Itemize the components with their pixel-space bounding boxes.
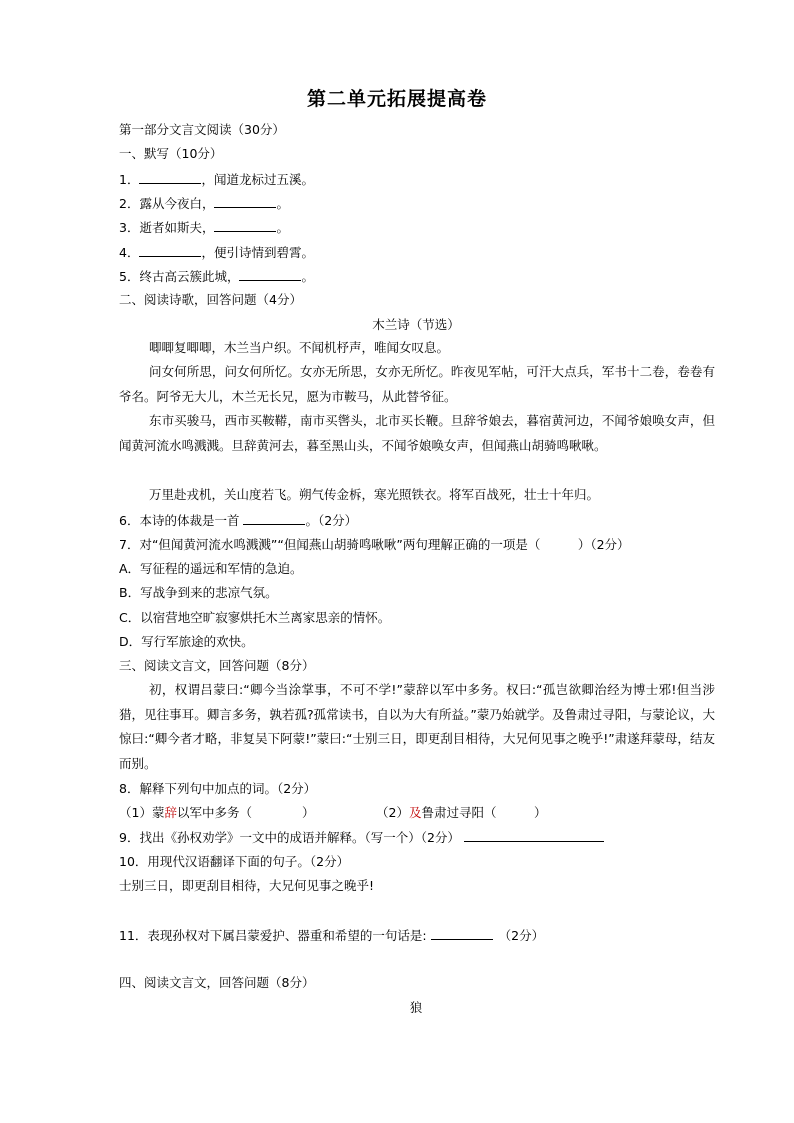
part-heading: 第一部分文言文阅读（30分） [119,122,285,137]
question-8-1-rest: 以军中多务（ ） [176,805,315,820]
question-8: 8．解释下列句中加点的词。（2分） [119,781,317,796]
answer-blank-3[interactable] [214,219,276,232]
question-1 [119,171,314,188]
question-11-end: （2分） [498,928,545,943]
question-8-2-rest: 鲁肃过寻阳（ ） [421,805,547,820]
question-11-text: 11．表现孙权对下属吕蒙爱护、器重和希望的一句话是: [119,928,427,943]
passage-sun-quan: 初，权谓吕蒙曰:“卿今当涂掌事，不可不学!”蒙辞以军中多务。权曰:“孤岂欲卿治经为博士邪!但当涉猎，见往事耳。卿言多务，孰若孤?孤常读书，自以为大有所益。”蒙乃始就学。及鲁肃过寻阳，与蒙论议，大惊曰:“卿今者才略，非复吴下阿蒙!”蒙曰:“士别三日，即更刮目相待，大兄何见事之晚乎!”肃遂拜蒙母，结友而别。 [119,682,715,771]
question-1-number: 1． [119,172,140,187]
option-d[interactable]: D．写行军旅途的欢快。 [119,634,254,649]
question-2 [119,195,289,212]
option-b[interactable]: B．写战争到来的悲凉气氛。 [119,585,278,600]
poem-stanza-3: 东市买骏马，西市买鞍鞯，南市买辔头，北市买长鞭。旦辞爷娘去，暮宿黄河边，不闻爷娘唤女声，但闻黄河流水鸣溅溅。旦辞黄河去，暮至黑山头，不闻爷娘唤女声，但闻燕山胡骑鸣啾啾。 [119,413,715,453]
question-8-1-text: （1）蒙 [119,805,165,820]
question-6-text: 6．本诗的体裁是一首 [119,513,240,528]
poem-stanza-2: 问女何所思，问女何所忆。女亦无所思，女亦无所忆。昨夜见军帖，可汗大点兵，军书十二卷，卷卷有爷名。阿爷无大儿，木兰无长兄，愿为市鞍马，从此替爷征。 [119,364,715,404]
option-c[interactable]: C．以宿营地空旷寂寥烘托木兰离家思亲的情怀。 [119,610,391,625]
dotted-word-1: 辞 [164,805,177,820]
poem-stanza-1: 唧唧复唧唧，木兰当户织。不闻机杼声，唯闻女叹息。 [149,340,450,355]
question-10: 10．用现代汉语翻译下面的句子。（2分） [119,854,350,869]
question-8-2 [376,805,546,821]
option-a[interactable]: A．写征程的遥远和军情的急迫。 [119,561,303,576]
answer-blank-2[interactable] [214,195,276,208]
question-4 [119,244,314,261]
question-11 [119,927,544,944]
question-6 [119,512,357,529]
question-9 [119,829,604,846]
question-7: 7．对“但闻黄河流水鸣溅溅”“但闻燕山胡骑鸣啾啾”两句理解正确的一项是（ ）（2分） [119,537,630,552]
question-4-number: 4． [119,245,140,260]
question-1-text: ，闻道龙标过五溪。 [201,172,314,187]
question-5 [119,268,314,285]
answer-blank-11[interactable] [431,927,493,940]
section-heading-3: 三、阅读文言文，回答问题（8分） [119,658,315,673]
page-title: 第二单元拓展提高卷 [306,88,487,110]
question-9-text: 9．找出《孙权劝学》一文中的成语并解释。（写一个）（2分） [119,830,460,845]
section-heading-1: 一、默写（10分） [119,146,223,161]
question-8-2-text: （2） [376,805,409,820]
section-heading-4: 四、阅读文言文，回答问题（8分） [119,975,315,990]
question-5-end: 。 [301,269,314,284]
question-8-1 [119,805,314,821]
dotted-word-2: 及 [408,805,422,820]
question-2-text: 2．露从今夜白， [119,196,215,211]
question-10-sentence: 士别三日，即更刮目相待，大兄何见事之晚乎! [119,878,375,893]
answer-blank-9[interactable] [464,829,604,842]
answer-blank-1[interactable] [139,171,201,184]
section-heading-2: 二、阅读诗歌，回答问题（4分） [119,292,302,307]
question-3 [119,219,289,236]
poem-stanza-4: 万里赴戎机，关山度若飞。朔气传金柝，寒光照铁衣。将军百战死，壮士十年归。 [149,487,600,502]
passage-title-wolf: 狼 [409,1000,423,1015]
answer-blank-5[interactable] [239,268,301,281]
question-3-end: 。 [276,220,289,235]
question-5-text: 5．终古高云簇此城， [119,269,240,284]
question-6-end: 。（2分） [305,513,358,528]
question-4-text: ，便引诗情到碧霄。 [201,245,314,260]
question-3-text: 3．逝者如斯夫， [119,220,215,235]
answer-blank-6[interactable] [243,512,305,525]
poem-title: 木兰诗（节选） [372,317,460,332]
answer-blank-4[interactable] [139,244,201,257]
question-2-end: 。 [276,196,289,211]
